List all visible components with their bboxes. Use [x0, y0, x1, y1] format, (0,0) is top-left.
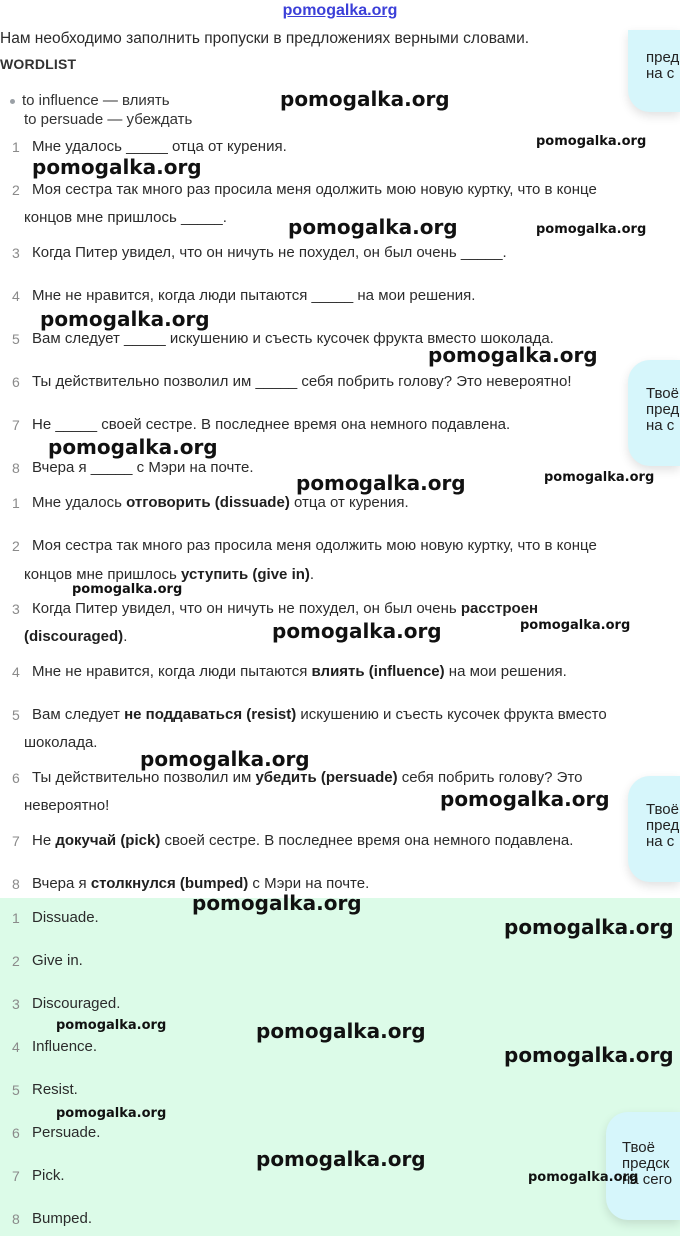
item-number: 4 — [12, 1039, 20, 1055]
answers-panel — [0, 898, 680, 1236]
watermark: pomogalka.org — [520, 618, 631, 633]
answer-word: влиять (influence) — [311, 663, 445, 680]
exercise-line: концов мне пришлось _____. — [24, 209, 227, 226]
watermark: pomogalka.org — [140, 747, 310, 771]
item-number: 4 — [12, 664, 20, 680]
item-number: 5 — [12, 1082, 20, 1098]
item-number: 1 — [12, 139, 20, 155]
solution-line: Не докучай (pick) своей сестре. В последнее время она немного подавлена. — [32, 832, 574, 849]
item-number: 8 — [12, 460, 20, 476]
watermark: pomogalka.org — [528, 1170, 639, 1185]
exercise-line: Не _____ своей сестре. В последнее время она немного подавлена. — [32, 416, 511, 433]
wordlist-label: WORDLIST — [0, 56, 77, 72]
solution-line: Когда Питер увидел, что он ничуть не похудел, он был очень расстроен — [32, 600, 539, 617]
answer-line: Persuade. — [32, 1124, 101, 1141]
item-number: 8 — [12, 1211, 20, 1227]
answer-word: отговорить (dissuade) — [126, 494, 290, 511]
exercise-line: Мне не нравится, когда люди пытаются _____ на мои решения. — [32, 287, 476, 304]
answer-line: Influence. — [32, 1038, 98, 1055]
watermark: pomogalka.org — [48, 435, 218, 459]
watermark: pomogalka.org — [272, 619, 442, 643]
watermark: pomogalka.org — [288, 215, 458, 239]
watermark: pomogalka.org — [56, 1106, 167, 1121]
wordlist-item-clipped: to persuade — убеждать — [24, 111, 193, 128]
exercise-line: Ты действительно позволил им _____ себя побрить голову? Это невероятно! — [32, 373, 572, 390]
solution-line: (discouraged). — [24, 628, 128, 645]
item-number: 6 — [12, 1125, 20, 1141]
solution-line: концов мне пришлось уступить (give in). — [24, 566, 315, 583]
watermark: pomogalka.org — [256, 1019, 426, 1043]
item-number: 5 — [12, 331, 20, 347]
answer-word: (discouraged) — [24, 628, 124, 645]
watermark: pomogalka.org — [544, 470, 655, 485]
watermark: pomogalka.org — [56, 1018, 167, 1033]
promo-bubble[interactable]: Твоё предск на сего — [606, 1112, 680, 1220]
answer-line: Discouraged. — [32, 995, 121, 1012]
watermark: pomogalka.org — [280, 87, 450, 111]
item-number: 2 — [12, 953, 20, 969]
item-number: 5 — [12, 707, 20, 723]
item-number: 8 — [12, 876, 20, 892]
promo-bubble[interactable]: Твоё пред на с — [628, 360, 680, 466]
item-number: 7 — [12, 417, 20, 433]
item-number: 2 — [12, 538, 20, 554]
answer-word: расстроен — [460, 600, 539, 617]
task-intro: Нам необходимо заполнить пропуски в предложениях верными словами. — [0, 30, 530, 47]
watermark: pomogalka.org — [440, 787, 610, 811]
promo-bubble[interactable]: Твоё пред на с — [628, 776, 680, 882]
promo-bubble[interactable]: пред на с — [628, 30, 680, 112]
item-number: 3 — [12, 245, 20, 261]
exercise-line: Вчера я _____ с Мэри на почте. — [32, 459, 254, 476]
item-number: 6 — [12, 374, 20, 390]
solution-line: Моя сестра так много раз просила меня одолжить мою новую куртку, что в конце — [32, 537, 597, 554]
answer-word: убедить (persuade) — [255, 769, 398, 786]
answer-word: не поддаваться (resist) — [124, 706, 297, 723]
item-number: 1 — [12, 910, 20, 926]
wordlist-item: to influence — влиять — [10, 92, 170, 109]
solution-line: невероятно! — [24, 797, 110, 814]
answer-line: Dissuade. — [32, 909, 99, 926]
watermark: pomogalka.org — [504, 915, 674, 939]
solution-line: шоколада. — [24, 734, 98, 751]
answer-line: Give in. — [32, 952, 83, 969]
item-number: 7 — [12, 1168, 20, 1184]
item-number: 6 — [12, 770, 20, 786]
site-header-link[interactable]: pomogalka.org — [282, 2, 398, 19]
item-number: 3 — [12, 996, 20, 1012]
answer-line: Pick. — [32, 1167, 65, 1184]
watermark: pomogalka.org — [504, 1043, 674, 1067]
solution-line: Вам следует не поддаваться (resist) искушению и съесть кусочек фрукта вместо — [32, 706, 607, 723]
answer-word: столкнулся (bumped) — [90, 875, 249, 892]
item-number: 1 — [12, 495, 20, 511]
item-number: 2 — [12, 182, 20, 198]
bullet-icon — [10, 99, 15, 104]
exercise-line: Мне удалось _____ отца от курения. — [32, 138, 287, 155]
watermark: pomogalka.org — [32, 155, 202, 179]
exercise-line: Моя сестра так много раз просила меня одолжить мою новую куртку, что в конце — [32, 181, 597, 198]
watermark: pomogalka.org — [428, 343, 598, 367]
answer-line: Bumped. — [32, 1210, 93, 1227]
solution-line: Мне удалось отговорить (dissuade) отца от курения. — [32, 494, 409, 511]
solution-line: Мне не нравится, когда люди пытаются влиять (influence) на мои решения. — [32, 663, 567, 680]
item-number: 7 — [12, 833, 20, 849]
answer-word: докучай (pick) — [55, 832, 161, 849]
watermark: pomogalka.org — [536, 222, 647, 237]
watermark: pomogalka.org — [40, 307, 210, 331]
watermark: pomogalka.org — [192, 891, 362, 915]
item-number: 3 — [12, 601, 20, 617]
watermark: pomogalka.org — [256, 1147, 426, 1171]
solution-line: Ты действительно позволил им убедить (persuade) себя побрить голову? Это — [32, 769, 583, 786]
exercise-line: Когда Питер увидел, что он ничуть не похудел, он был очень _____. — [32, 244, 507, 261]
answer-line: Resist. — [32, 1081, 78, 1098]
watermark: pomogalka.org — [72, 582, 183, 597]
item-number: 4 — [12, 288, 20, 304]
watermark: pomogalka.org — [296, 471, 466, 495]
exercise-line: Вам следует _____ искушению и съесть кусочек фрукта вместо шоколада. — [32, 330, 554, 347]
answer-word: уступить (give in) — [181, 566, 310, 583]
solution-line: Вчера я столкнулся (bumped) с Мэри на почте. — [32, 875, 370, 892]
watermark: pomogalka.org — [536, 134, 647, 149]
